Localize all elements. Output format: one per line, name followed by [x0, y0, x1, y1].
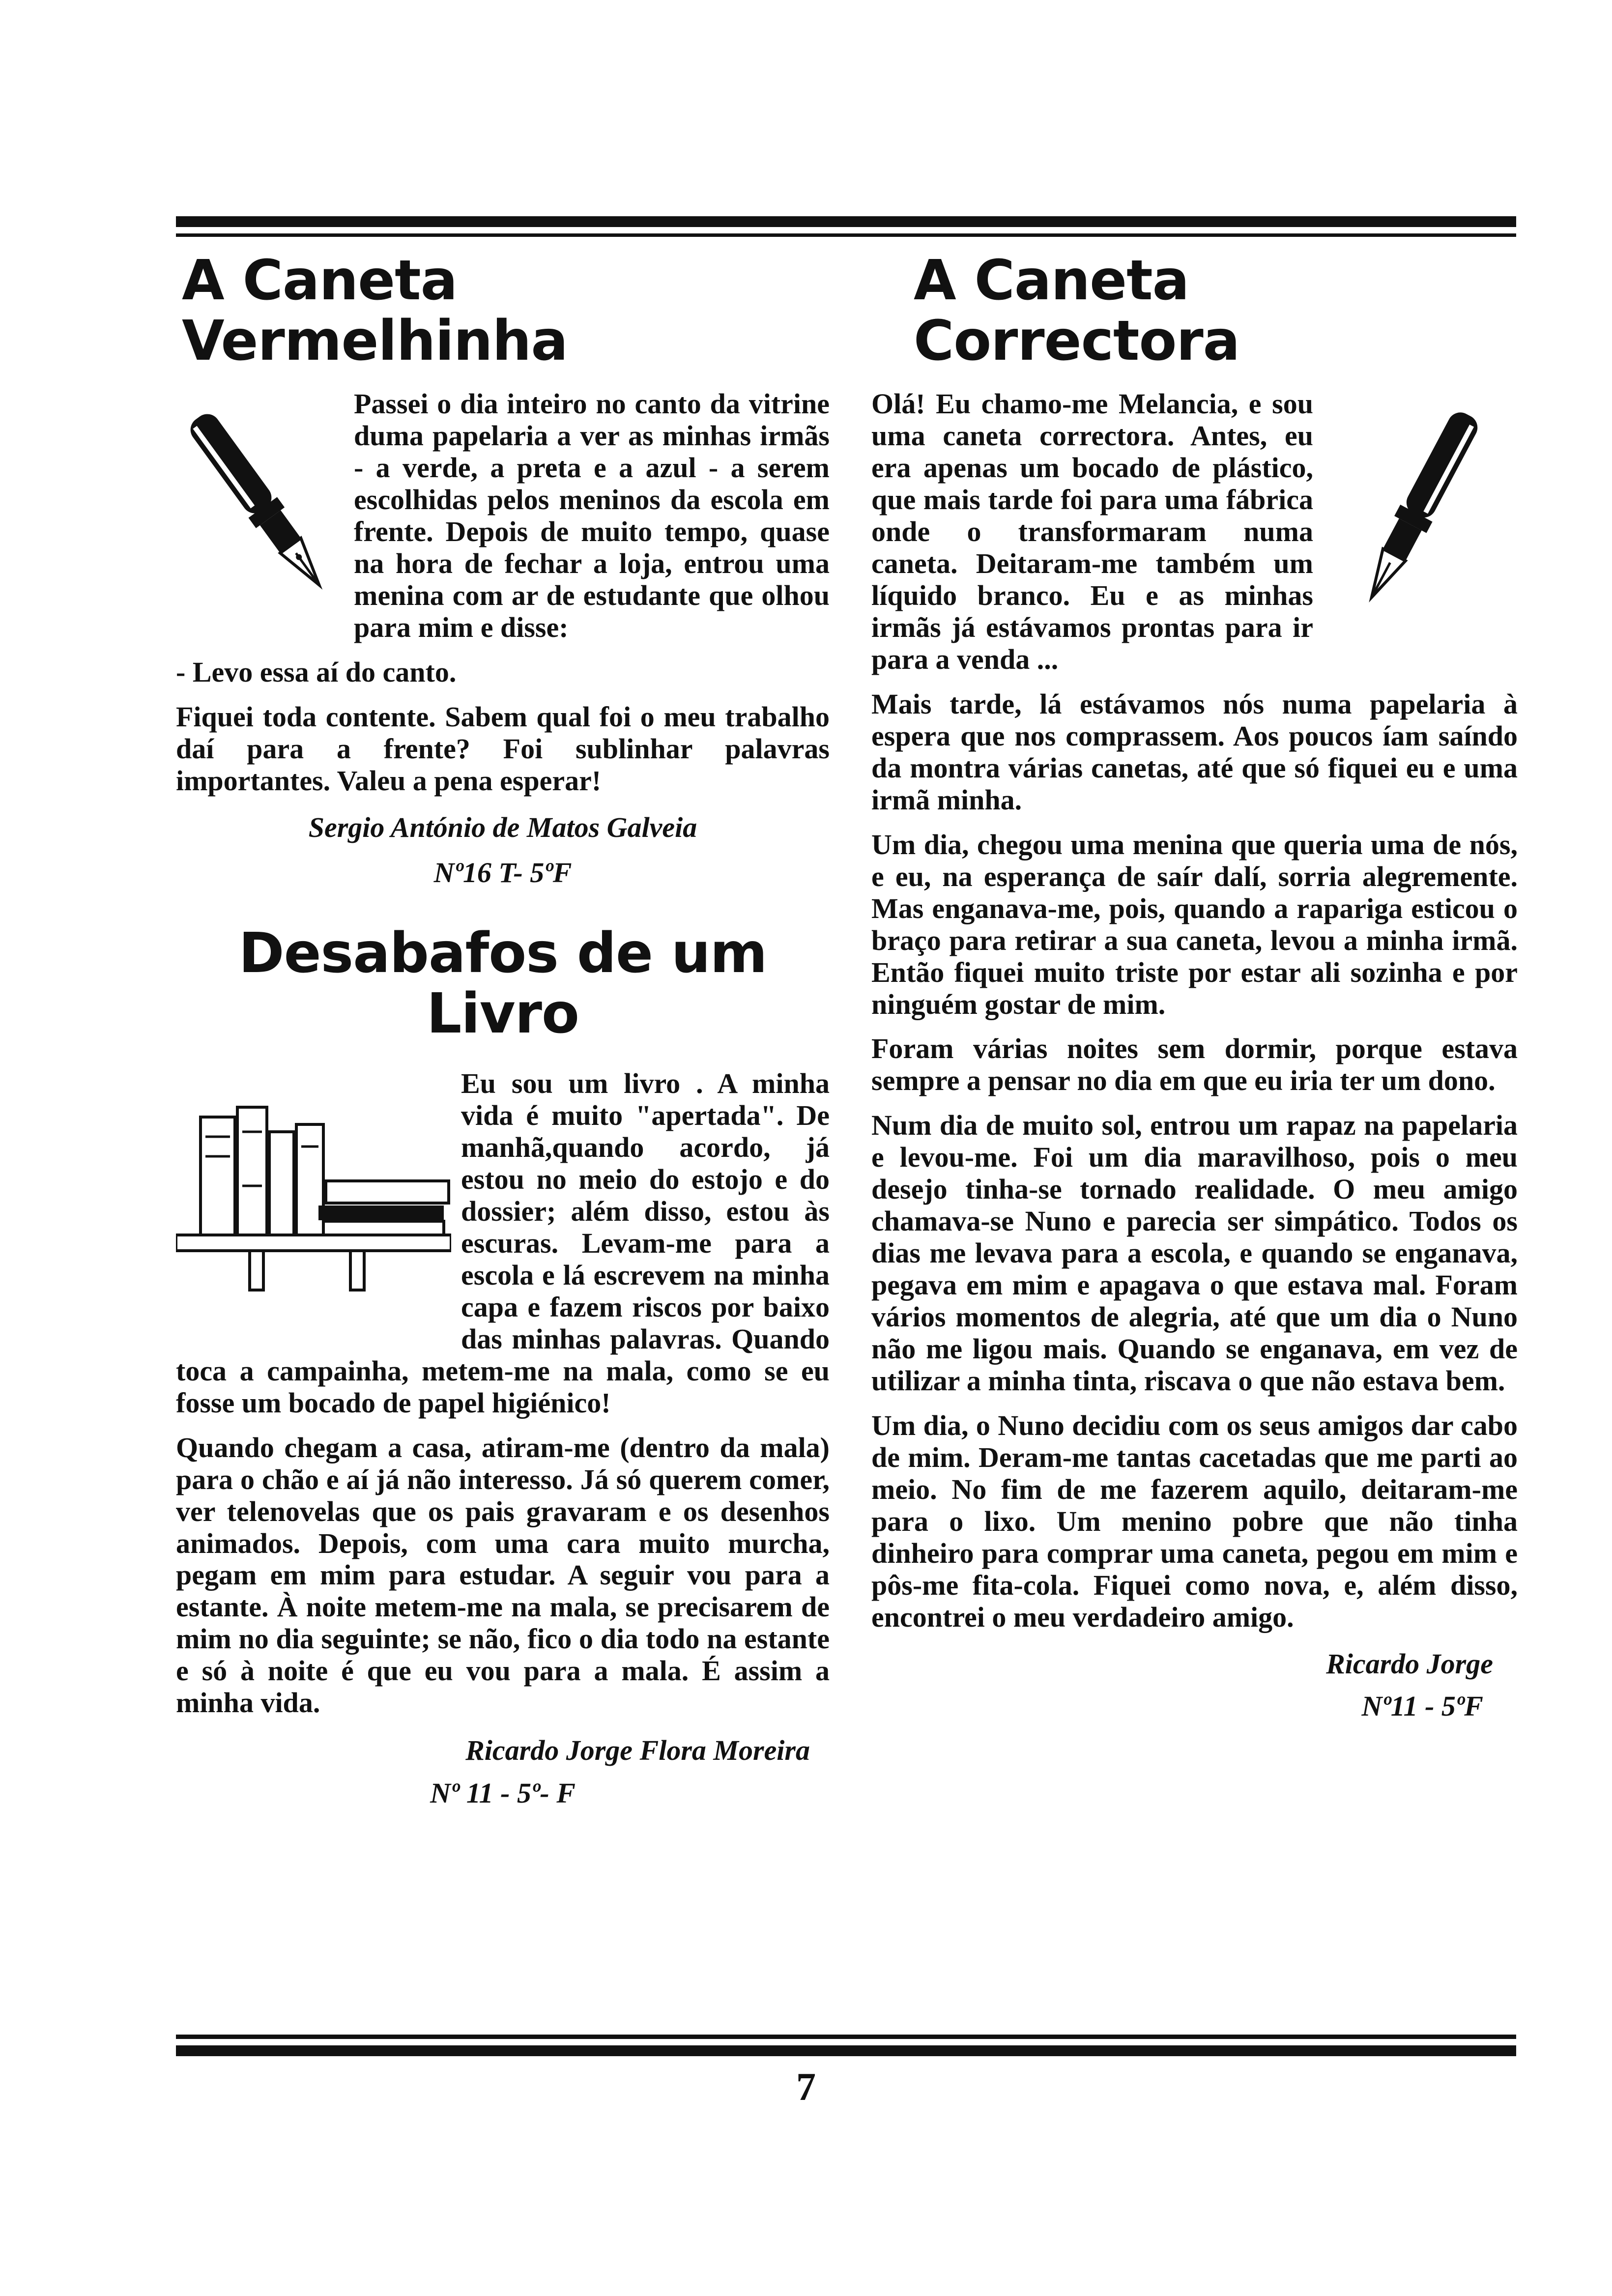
author-signature: Sergio António de Matos Galveia — [308, 811, 697, 843]
paragraph: - Levo essa aí do canto. — [176, 656, 457, 688]
title-line-1: Desabafos de um — [238, 921, 767, 985]
paragraph: Um dia, o Nuno decidiu com os seus amigos dar cabo de mim. Deram-me tantas cacetadas que me parti ao meio. No fim de me fazerem aquilo, deitaram-me para o lixo. Um menino pobre que não tinha dinheiro para comprar uma caneta, pegou em mim e pôs-me fita-cola. Fiquei como nova, e, além disso, encontrei o meu verdadeiro amigo. — [871, 1409, 1518, 1633]
paragraph: Foram várias noites sem dormir, porque estava sempre a pensar no dia em que eu iria ter um dono. — [871, 1033, 1518, 1097]
paragraph: Mais tarde, lá estávamos nós numa papelaria à espera que nos comprassem. Aos poucos íam saíndo da montra várias canetas, até que só fiquei eu e uma irmã minha. — [871, 688, 1518, 816]
right-column — [871, 251, 1518, 1724]
paragraph: Quando chegam a casa, atiram-me (dentro da mala) para o chão e aí já não interesso. Já só querem comer, ver telenovelas que os pais gravaram e os desenhos animados. Depois, com uma cara muito murcha, pegam em mim para estudar. A seguir vou para a estante. À noite metem-me na mala, se precisarem de mim no dia seguinte; se não, fico o dia todo na estante e só à noite é que eu vou para a mala. É assim a minha vida. — [176, 1431, 830, 1719]
article-title — [176, 923, 830, 1044]
top-rule-thin — [176, 233, 1516, 237]
left-column — [176, 251, 830, 1811]
top-rule-thick — [176, 216, 1516, 227]
paragraph: Um dia, chegou uma menina que queria uma de nós, e eu, na esperança de saír dalí, sorria alegremente. Mas enganava-me, pois, quando a rapariga esticou o braço para retirar a sua caneta, levou a minha irmã. Então fiquei muito triste por estar ali sozinha e por ninguém gostar de mim. — [871, 828, 1518, 1020]
fountain-pen-icon — [176, 388, 349, 619]
article-caneta-vermelhinha — [176, 251, 830, 891]
class-info: Nº 11 - 5º- F — [430, 1777, 576, 1809]
article-caneta-correctora — [871, 251, 1518, 1724]
author-signature: Ricardo Jorge — [1326, 1647, 1493, 1680]
article-desabafos — [176, 923, 830, 1811]
title-line-2: Livro — [427, 982, 579, 1046]
paragraph: Num dia de muito sol, entrou um rapaz na papelaria e levou-me. Foi um dia maravilhoso, pois o meu desejo tinha-se tornado realidade. O meu amigo chamava-se Nuno e parecia ser simpático. Todos os dias me levava para a escola, e quando se enganava, pegava em mim e apagava o que estava mal. Foram vários momentos de alegria, até que um dia o Nuno não me ligou mais. Quando se enganava, em vez de utilizar a minha tinta, riscava o que não estava bem. — [871, 1109, 1518, 1397]
article-title: A Caneta Vermelhinha — [182, 249, 568, 373]
paragraph: Fiquei toda contente. Sabem qual foi o meu trabalho daí para a frente? Foi sublinhar palavras importantes. Valeu a pena esperar! — [176, 700, 830, 797]
paragraph: Olá! Eu chamo-me Melancia, e sou uma caneta correctora. Antes, eu era apenas um bocado de plástico, que mais tarde foi para uma fábrica onde o transformaram numa caneta. Deitaram-me também um líquido branco. Eu e as minhas irmãs já estávamos prontas para ir para a venda ... — [871, 388, 1313, 675]
class-info: Nº16 T- 5ºF — [433, 857, 572, 889]
fountain-pen-icon — [1321, 398, 1518, 619]
article-title: A Caneta Correctora — [914, 249, 1240, 373]
author-signature: Ricardo Jorge Flora Moreira — [465, 1734, 810, 1767]
page-number: 7 — [796, 2066, 816, 2109]
bookshelf-icon — [176, 1088, 451, 1353]
paragraph: Eu sou um livro . A minha vida é muito "apertada". De manhã,quando acordo, já estou no meio do estojo e do dossier; além disso, estou às escuras. Levam-me para a escola e lá escrevem na minha capa e fazem riscos por baixo das minhas palavras. Quando toca a campainha, metem-me na mala, como se eu fosse um bocado de papel higiénico! — [176, 1067, 830, 1419]
paragraph: Passei o dia inteiro no canto da vitrine duma papelaria a ver as minhas irmãs - a verde, a preta e a azul - a serem escolhidas pelos meninos da escola em frente. Depois de muito tempo, quase na hora de fechar a loja, entrou uma menina com ar de estudante que olhou para mim e disse: — [354, 388, 830, 644]
class-info: Nº11 - 5ºF — [1361, 1690, 1483, 1722]
bottom-rule-thin — [176, 2035, 1516, 2039]
bottom-rule-thick — [176, 2045, 1516, 2056]
